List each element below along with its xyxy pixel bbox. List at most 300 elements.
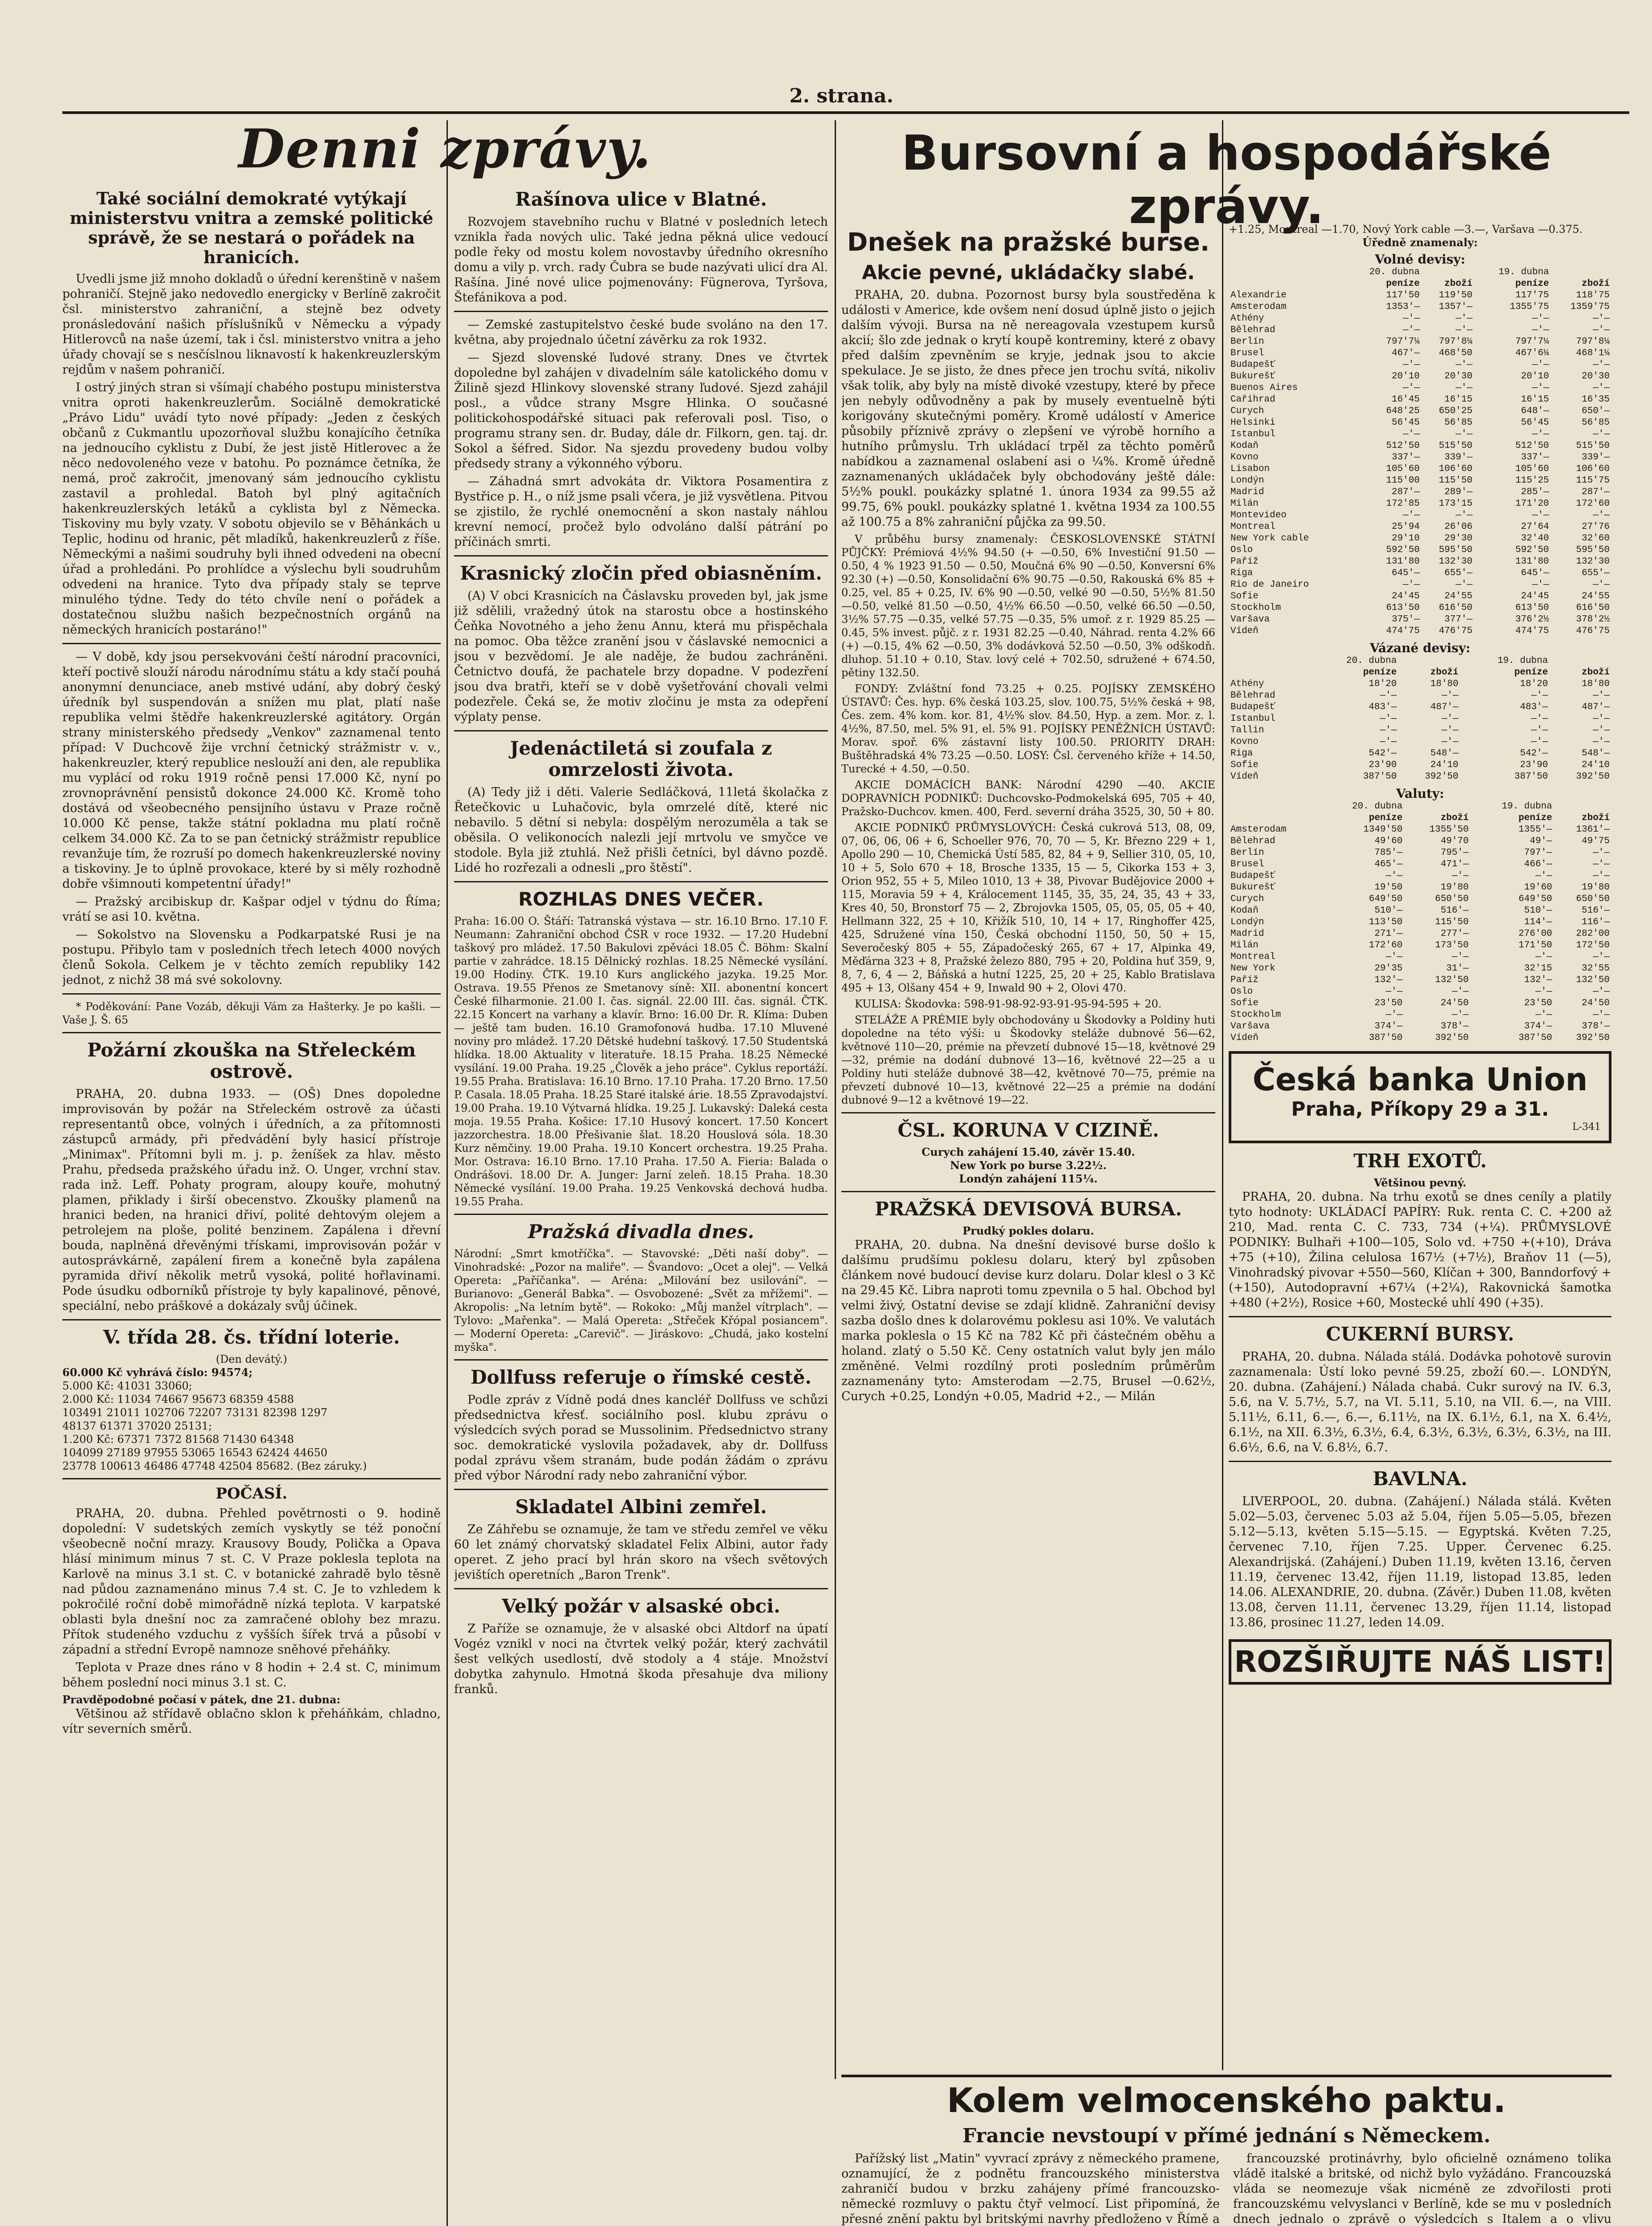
rate-cell: 24'55 (1581, 591, 1610, 601)
table-row (1229, 452, 1611, 463)
table-row (1229, 475, 1611, 487)
rates-body (1229, 824, 1611, 1044)
subheadline: Většinou pevný. (1374, 1176, 1466, 1189)
rate-cell: —'— (1535, 987, 1552, 997)
currency-name: Paříž (1230, 975, 1259, 985)
rate-cell: —'— (1403, 510, 1420, 520)
rate-cell: 655'— (1581, 568, 1610, 578)
rate-cell: —'— (1593, 714, 1610, 724)
currency-name: Bukurešť (1230, 882, 1275, 893)
rate-cell: 27'64 (1521, 522, 1549, 532)
table-header: 19. dubna (1497, 656, 1548, 666)
rate-cell: 132'50 (1435, 975, 1469, 985)
headline: Jedenáctiletá si zoufala z omrzelosti života. (510, 737, 772, 780)
article-paragraph: KULISA: Škodovka: 598-91-98-92-93-91-95-94-595 + 20. (855, 998, 1162, 1010)
article-paragraph: Z Paříže se oznamuje, že v alsaské obci Altdorf na úpatí Vogéz vznikl v noci na čtvrtek velký požár, který zachvátil šest velkých usedlostí, dvě stodoly a 4 stáje. Množství dobytka zahynulo. Hmotná škoda přesahuje dva miliony franků. (454, 1622, 828, 1696)
rate-cell: 650'25 (1439, 406, 1473, 416)
rates-table-volne (1229, 267, 1611, 637)
rate-cell: —'— (1593, 952, 1610, 962)
currency-name: Kodaň (1230, 441, 1259, 451)
rate-cell: 132'— (1374, 975, 1403, 985)
divider (454, 881, 828, 882)
currency-name: Athény (1230, 313, 1264, 324)
table-header-row (1229, 812, 1611, 824)
rate-cell: 512'50 (1515, 441, 1549, 451)
table-header: zboží (1581, 667, 1610, 678)
lottery-line: 60.000 Kč vyhrává číslo: 94574; (62, 1366, 253, 1379)
rate-cell: —'— (1593, 325, 1610, 335)
rate-cell: 24'50 (1441, 998, 1469, 1008)
article-paragraph: Většinou až střídavě oblačno sklon k přeháňkám, chladno, vítr severních směrů. (62, 1707, 441, 1736)
table-header: 19. dubna (1498, 267, 1549, 277)
rate-cell: 483'— (1520, 702, 1548, 712)
rate-cell: 476'75 (1439, 626, 1473, 636)
headline: Velký požár v alsaské obci. (502, 1595, 780, 1617)
headline: Také sociální demokraté vytýkají ministerstvu vnitra a zemské politické správě, že se nestará o pořádek na hranicích. (69, 188, 434, 267)
article-paragraph: LIVERPOOL, 20. dubna. (Zahájení.) Nálada stálá. Květen 5.02—5.03, červenec 5.03 až 5.04, říjen 5.05—5.05, březen 5.12—5.13, květen 5.15—5.15. — Egyptská. Květen 7.25, červenec 7.10, říjen 7.25. Upper. Červenec 6.25. Alexandrijská. (Zahájení.) Duben 11.19, květen 13.16, červen 11.19, červenec 13.42, říjen 11.19, listopad 13.85, leden 14.06. ALEXANDRIE, 20. dubna. (Závěr.) Duben 11.08, květen 13.08, červen 11.11, červenec 13.29, říjen 11.14, listopad 13.86, prosinec 11.27, leden 14.09. (1229, 1495, 1611, 1629)
currency-name: Bělehrad (1230, 325, 1275, 335)
table-row (1229, 487, 1611, 498)
rate-cell: 171'50 (1518, 940, 1552, 951)
rate-cell: 387'50 (1368, 1033, 1403, 1043)
rate-cell: —'— (1403, 313, 1420, 324)
rate-cell: 785'— (1374, 848, 1403, 858)
rate-cell: 516'— (1441, 906, 1469, 916)
table-row (1229, 521, 1611, 533)
rate-cell: 24'10 (1430, 760, 1459, 770)
currency-name: Vídeň (1230, 772, 1259, 782)
table-row (1229, 348, 1611, 359)
table-row (1229, 325, 1611, 336)
rate-cell: —'— (1380, 714, 1397, 724)
rate-cell: 115'00 (1386, 475, 1420, 486)
rate-cell: 18'80 (1581, 679, 1610, 689)
rate-cell: —'— (1535, 952, 1552, 962)
rate-cell: 595'50 (1576, 545, 1610, 555)
rate-cell: 20'10 (1392, 371, 1420, 382)
lottery-line: 5.000 Kč: 41031 33060; (62, 1380, 192, 1392)
table-header: 20. dubna (1369, 267, 1420, 277)
rate-cell: 548'— (1581, 748, 1610, 759)
table-row (1229, 859, 1611, 870)
rate-cell: 173'15 (1439, 499, 1473, 509)
rate-cell: 337'— (1392, 452, 1420, 463)
rate-cell: 19'60 (1524, 882, 1552, 893)
currency-name: New York cable (1230, 533, 1309, 544)
rate-cell: 32'15 (1524, 963, 1552, 974)
rate-cell: 285'— (1521, 487, 1549, 497)
currency-name: Paříž (1230, 556, 1259, 567)
currency-name: Varšava (1230, 614, 1270, 625)
currency-name: New York (1230, 963, 1275, 974)
rate-cell: 49'— (1530, 836, 1552, 846)
table-row (1229, 533, 1611, 544)
rate-cell: 24'45 (1392, 591, 1420, 601)
rate-cell: 118'75 (1576, 290, 1610, 301)
rate-cell: —'— (1531, 691, 1548, 701)
rate-cell: 649'50 (1518, 894, 1552, 904)
rate-cell: 23'90 (1368, 760, 1397, 770)
headline: CUKERNÍ BURSY. (1326, 1323, 1514, 1345)
column-rule (446, 120, 448, 2226)
rate-cell: 106'60 (1576, 464, 1610, 474)
rate-cell: 378'— (1441, 1021, 1469, 1032)
table-header-row (1229, 667, 1611, 678)
rate-cell: —'— (1532, 429, 1549, 439)
column-rule (1222, 120, 1223, 2070)
rate-cell: 797'8¼ (1439, 337, 1473, 347)
rate-cell: 16'45 (1392, 394, 1420, 405)
divider (454, 311, 828, 312)
rate-cell: 56'45 (1521, 418, 1549, 428)
divider (454, 555, 828, 556)
rate-cell: 467'— (1392, 348, 1420, 358)
lottery-line: 103491 21011 102706 72207 73131 82398 1297 (62, 1406, 328, 1419)
rate-cell: 512'50 (1386, 441, 1420, 451)
article-paragraph: STELÁŽE A PRÉMIE byly obchodovány u Škodovky a Poldiny huti dopoledne na této výši: u Škodovky steláže dubnové 56—62, květnové 110—20, prémie na převzetí dubnové 15—18, květnové 29—32, prémie na dodání dubnové 13—16, květnové 22—25 a u Poldiny huti steláže dubnové 38—42, květnové 70—75, prémie na převzetí dubnové 10—13, květnové 22—25 a prémie na dodání dubnové 9—12 a květnové 19—22. (841, 1014, 1215, 1106)
rate-cell: 1349'50 (1363, 825, 1403, 835)
rate-cell: —'— (1380, 737, 1397, 747)
rate-cell: 16'35 (1581, 394, 1610, 405)
rate-cell: 132'30 (1576, 556, 1610, 567)
rate-cell: —'— (1531, 737, 1548, 747)
divider (1229, 1316, 1611, 1317)
lottery-line: 48137 61371 37020 25131; (62, 1420, 212, 1432)
headline: Krasnický zločin před obiasněním. (460, 562, 822, 584)
currency-name: Madrid (1230, 929, 1264, 939)
table-row (1229, 736, 1611, 748)
currency-name: Madrid (1230, 487, 1264, 497)
bank-advertisement (1229, 1051, 1611, 1143)
rate-cell: 592'50 (1386, 545, 1420, 555)
rate-cell: 542'— (1368, 748, 1397, 759)
article-paragraph: Uvedli jsme již mnoho dokladů o úřední kerenštině v našem pohraničí. Stejně jako nedovedlo energicky v Berlíně zakročit čsl. ministerstvo zahraniční, a stejně bez odvety pronásledování našich příslušníků v Německu a výpady Hitlerovců na naše území, tak i čsl. ministerstvo vnitra a jeho úřady chovají se s nesčíslnou liknavostí k hakenkreuzlerským rejdům v našem pohraničí. (62, 272, 441, 377)
rate-cell: —'— (1593, 580, 1610, 590)
divider (841, 1191, 1215, 1192)
currency-name: Rio de Janeiro (1230, 580, 1309, 590)
rate-cell: —'— (1452, 1010, 1469, 1020)
rate-cell: 106'60 (1439, 464, 1473, 474)
rate-cell: 173'50 (1435, 940, 1469, 951)
rate-cell: —'— (1593, 848, 1610, 858)
rate-cell: 648'25 (1386, 406, 1420, 416)
rate-cell: —'— (1593, 871, 1610, 881)
table-row (1229, 556, 1611, 568)
rate-cell: —'— (1403, 325, 1420, 335)
table-row (1229, 986, 1611, 998)
bottom-article (841, 2075, 1611, 2226)
subheadline: (Den devátý.) (215, 1353, 288, 1365)
table-header (1229, 655, 1309, 667)
currency-name: Cařihrad (1230, 394, 1275, 405)
divider (62, 643, 441, 644)
currency-name: Helsinki (1230, 418, 1275, 428)
rates-table-valuty (1229, 801, 1611, 1044)
table-header (1551, 267, 1611, 278)
headline: V. třída 28. čs. třídní loterie. (103, 1326, 400, 1348)
rate-cell: 339'— (1444, 452, 1473, 463)
table-header-row (1229, 655, 1611, 667)
currency-name: Lisabon (1230, 464, 1270, 474)
currency-name: Brusel (1230, 348, 1264, 358)
rate-cell: —'— (1441, 737, 1459, 747)
currency-name: Sofie (1230, 998, 1259, 1008)
article-paragraph: PRAHA, 20. dubna. Na trhu exotů se dnes ceníly a platily tyto hodnoty: UKLÁDACÍ PAPÍRY: Ruk. renta C. C. +200 až 210, Mad. renta C. C. 733, 734 (+¼). PRŮMYSLOVÉ PODNIKY: Bulhaři +100—105, Solo vd. +750 +(+10), Dráva +75 (+10), Žilina celulosa 167½ (+7½), Braňov 11 (—5), Vinohradský pivovar +550—560, Klíčan + 300, Banndorfový + (+150), Autodopravní +67¼ (+2¼), Rakovnická šamotka +480 (+2½), Rosice +60, Mostecké uhlí 490 (+35). (1229, 1190, 1611, 1310)
divider (841, 2075, 1611, 2077)
rate-cell: —'— (1385, 1010, 1403, 1020)
rate-cell: 797'— (1524, 848, 1552, 858)
currency-name: Berlín (1230, 337, 1264, 347)
rate-cell: —'— (1455, 360, 1473, 370)
rate-cell: 374'— (1524, 1021, 1552, 1032)
lottery-line: 1.200 Kč: 67371 7372 81568 71430 64348 (62, 1433, 294, 1446)
rate-cell: 24'10 (1581, 760, 1610, 770)
currency-name: Londýn (1230, 917, 1264, 927)
subheadline: Prudký pokles dolaru. (962, 1224, 1094, 1237)
lottery-line: 23778 100613 46486 47748 42504 85682. (Bez záruky.) (62, 1460, 367, 1472)
table-row (1229, 301, 1611, 313)
rate-cell: 132'30 (1439, 556, 1473, 567)
rate-cell: 1357'— (1439, 302, 1473, 312)
table-row (1229, 290, 1611, 301)
table-header (1229, 667, 1309, 678)
rate-cell: 56'45 (1392, 418, 1420, 428)
table-row (1229, 406, 1611, 417)
rate-cell: 289'— (1444, 487, 1473, 497)
rate-cell: 655'— (1444, 568, 1473, 578)
rate-cell: 542'— (1520, 748, 1548, 759)
rate-cell: —'— (1593, 510, 1610, 520)
rate-cell: —'— (1455, 313, 1473, 324)
rate-cell: —'— (1593, 1010, 1610, 1020)
table-header (1554, 801, 1611, 812)
rate-cell: —'— (1593, 987, 1610, 997)
column-rule (835, 120, 836, 2079)
rate-cell: 387'50 (1514, 772, 1548, 782)
headline: PRAŽSKÁ DEVISOVÁ BURSA. (874, 1198, 1182, 1220)
table-row (1229, 510, 1611, 521)
rate-cell: 119'50 (1439, 290, 1473, 301)
rate-cell: 132'— (1524, 975, 1552, 985)
rate-cell: —'— (1403, 360, 1420, 370)
currency-name: Kodaň (1230, 906, 1259, 916)
rate-cell: 49'70 (1441, 836, 1469, 846)
rate-cell: 516'— (1581, 906, 1610, 916)
table-row (1229, 1021, 1611, 1032)
rate-cell: 616'50 (1439, 603, 1473, 613)
rates-section-title: Volné devisy: (1375, 252, 1465, 267)
headline: Rašínova ulice v Blatné. (515, 188, 767, 210)
divider (454, 1214, 828, 1215)
table-row (1229, 1032, 1611, 1044)
currency-name: Alexandrie (1230, 290, 1287, 301)
article-paragraph: (A) Tedy již i děti. Valerie Sedláčková, 11letá školačka z Řetečkovic u Luhačovic, byla omrzelé dítě, které nic nebavilo. 5 dětní si nebyla: dospělým nerozuměla a tak se oběsila. O velikonocích nalezli její mrtvolu ve smyčce ve stodole. Byla již ztuhlá. Než přišli četníci, byl dávno pozdě. Lidé ho rozřezali a odnesli „pro štěstí". (454, 785, 828, 875)
rate-cell: —'— (1403, 383, 1420, 393)
currency-name: Curych (1230, 406, 1264, 416)
table-row (1229, 463, 1611, 475)
currency-name: Kovno (1230, 452, 1259, 463)
table-row (1229, 998, 1611, 1009)
rate-cell: 392'50 (1435, 1033, 1469, 1043)
table-row (1229, 963, 1611, 975)
rate-cell: 645'— (1392, 568, 1420, 578)
rate-cell: 31'— (1446, 963, 1469, 974)
table-header: 20. dubna (1346, 656, 1397, 666)
currency-name: Budapešť (1230, 360, 1275, 370)
currency-name: Oslo (1230, 987, 1253, 997)
article-paragraph: V průběhu bursy znamenaly: ČESKOSLOVENSKÉ STÁTNÍ PŮJČKY: Prémiová 4½% 94.50 (+ —0.50, 6% Investiční 91.50 —0.50, 4 % 1923 91.50 — 0.50, Moučná 6% 90 —0.50, Konversní 6% 92.30 (+) —0.50, Konsolidační 6% 90.75 —0.50, Rakouská 6% 85 + 0.25, vel. 85 + 0.25, IV. 6% 90 —0.50, velké 90 —0.50, 5½% 81.50 —0.50, velké 81.50 —0.50, 4½% 66.50 —0.50, velké 66.50 —0.50, 3½% 57.75 —0.35, velké 57.75 —0.35, 5% umoř. z r. 1929 85.25 —0.45, 5% invest. půjč. z r. 1931 82.25 —0.40, Náhrad. renta 4.2% 66 (+) —0.15, 4% 62 —0.50, 3% dodávková 52.50 —0.50, 3% odškodň. dluhop. 51.10 + 0.10, Stav. lový celé + 702.50, sdružené + 674.50, pětiny 132.50. (841, 533, 1215, 679)
divider (454, 1359, 828, 1361)
article-paragraph: FONDY: Zvláštní fond 73.25 + 0.25. POJÍSKY ZEMSKÉHO ÚSTAVŮ: Čes. hyp. 6% česká 103.25, slov. 100.75, 5½% česká + 98, Čes. zem. 4% kom. kor. 81, 4½% slov. 84.50, Hyp. a zem. Mor. z. l. 4½%, 87.50, mel. 5% 91, el. 5% 91. POJÍSKY PENĚŽNÍCH ÚSTAVŮ: Morav. spoř. 6% zástavní listy 100.50. PRIORITY DRAH: Buštěhradská 4% 73.25 —0.50. LOSY: Čsl. červeného kříže + 14.50, Turecké + 4.50, —0.50. (841, 682, 1215, 775)
lottery-line: 2.000 Kč: 11034 74667 95673 68359 4588 (62, 1393, 294, 1405)
table-row (1229, 626, 1611, 637)
rate-cell: 377'— (1444, 614, 1473, 625)
table-header (1229, 267, 1345, 278)
news-item: — Pražský arcibiskup dr. Kašpar odjel v týdnu do Říma; vrátí se asi 10. května. (62, 895, 441, 924)
table-row (1229, 568, 1611, 579)
rate-cell: 483'— (1368, 702, 1397, 712)
radio-program: Praha: 16.00 O. Štáří: Tatranská výstava — str. 16.10 Brno. 17.10 F. Neumann: Zahraniční obchod ČSR v roce 1932. — 17.20 Hudební taškový pro mládež. 17.50 Bakulovi zpěváci 18.05 Č. Böhm: Skalní partie v zahrádce. 18.15 Dělnický rozhlas. 18.25 Německé vysílání. 19.00 Hodiny. ČTK. 19.10 Kurs anglického jazyka. 19.25 Mor. Ostrava. 19.55 Přenos ze Smetanovy síně: XII. abonentní koncert České filharmonie. 21.00 I. čas. signál. 22.00 III. čas. signál. ČTK. 22.15 Koncert na varhany a klavír. Brno: 16.00 Dr. R. Klíma: Duben — ještě tam buden. 16.10 Gramofonová hudba. 17.10 Mluvené noviny pro mládež. 17.20 Dětské hudební taškový. 17.50 Studentská hlídka. 18.00 Aktuality v literatuře. 18.15 Praha. 18.25 Německé vysílání. 19.00 Praha. 19.25 „Člověk a jeho práce". Cyklus reportáží. 19.55 Praha. Bratislava: 16.10 Brno. 17.10 Praha. 17.20 Brno. 17.50 P. Casala. 18.05 Praha. 18.25 Staré italské árie. 18.55 Zpravodajství. 19.00 Praha. 19.10 Výtvarná hlídka. 19.25 J. Lukavský: Daleká cesta moja. 19.55 Praha. Košice: 17.10 Husový koncert. 17.50 Koncert jazzorchestra. 18.00 Přešivanie šlat. 18.20 Houslová sóla. 18.30 Kurz němčiny. 19.00 Praha. 19.10 Koncert orchestra. 19.25 Praha. Mor. Ostrava: 16.10 Brno. 17.10 Praha. 17.50 A. Fieria: Balada o Ondrášovi. 18.00 Dr. A. Junger: Jarní zeleň. 18.15 Praha. 18.30 Německé vysílání. 19.00 Praha. 19.25 Venkovská dechová hudba. 19.55 Praha. (454, 915, 828, 1208)
rate-cell: —'— (1593, 725, 1610, 735)
rate-cell: 172'60 (1368, 940, 1403, 951)
currency-name: Montreal (1230, 522, 1275, 532)
rate-cell: 510'— (1524, 906, 1552, 916)
table-header: peníze (1363, 667, 1397, 678)
currency-name: Istanbul (1230, 429, 1275, 439)
table-header: zboží (1581, 279, 1610, 289)
currency-name: Budapešť (1230, 871, 1275, 881)
currency-name: Tallin (1230, 725, 1264, 735)
table-row (1229, 544, 1611, 556)
rate-cell: —'— (1593, 691, 1610, 701)
table-row (1229, 440, 1611, 452)
headline: Dnešek na pražské burse. (847, 228, 1210, 257)
table-header-row (1229, 801, 1611, 812)
rate-cell: —'— (1593, 383, 1610, 393)
rate-cell: 387'50 (1518, 1033, 1552, 1043)
rate-cell: 19'80 (1581, 882, 1610, 893)
rate-cell: —'— (1441, 725, 1459, 735)
rate-cell: 172'60 (1576, 499, 1610, 509)
rate-cell: 287'— (1581, 487, 1610, 497)
currency-name: Sofie (1230, 591, 1259, 601)
forecast-title: Pravděpodobné počasí v pátek, dne 21. dubna: (62, 1693, 341, 1706)
rate-cell: —'— (1380, 691, 1397, 701)
rate-cell: 23'50 (1374, 998, 1403, 1008)
table-header (1421, 267, 1474, 278)
currency-name: Kovno (1230, 737, 1259, 747)
rate-cell: —'— (1593, 737, 1610, 747)
rate-cell: 29'10 (1392, 533, 1420, 544)
rate-cell: 468'50 (1439, 348, 1473, 358)
divider (841, 1112, 1215, 1113)
rate-cell: 467'6¼ (1515, 348, 1549, 358)
table-row (1229, 702, 1611, 713)
rate-cell: 1355'50 (1429, 825, 1469, 835)
rate-cell: 131'80 (1515, 556, 1549, 567)
table-row (1229, 771, 1611, 783)
subheadline: Akcie pevné, ukládačky slabé. (862, 261, 1195, 284)
rate-cell: 115'50 (1439, 475, 1473, 486)
divider (454, 1588, 828, 1589)
rate-cell: 1359'75 (1570, 302, 1610, 312)
rate-cell: 592'50 (1515, 545, 1549, 555)
article-paragraph: Podle zpráv z Vídně podá dnes kancléř Dollfuss ve schůzi předsednictva křesť. sociálního posl. klubu zprávu o výsledcích svých porad se Mussolinim. Předsednictvo strany soc. demokratické vyslovila požadavek, aby dr. Dollfuss podal zprávu všem stranám, bude podán žádám o zprávu před výbor Národní rady nebo zahraniční výbor. (454, 1393, 828, 1483)
rate-cell: 18'20 (1520, 679, 1548, 689)
table-header: peníze (1515, 279, 1549, 289)
headline: Kolem velmocenského paktu. (947, 2080, 1506, 2120)
lottery-line: 104099 27189 97955 53065 16543 62424 44650 (62, 1446, 328, 1459)
currency-name: Istanbul (1230, 714, 1275, 724)
rate-cell: —'— (1452, 871, 1469, 881)
news-item: — Sjezd slovenské ľudové strany. Dnes ve čtvrtek dopoledne byl zahájen v divadelním sále katolického domu v Žilině sjezd Hlinkovy slovenské strany ľudové. Sjezd zahájil posl., a vůdce strany Msgre Hlinka. O současné politickohospodářské situaci pak referovali posl. Tiso, o programu strany sen. dr. Buday, dále dr. Filkorn, gen. taj. dr. Sokol a šéfred. Sidor. Na sjezdu provedeny budou volby předsedy strany a výkonného výboru. (454, 351, 828, 471)
headline: ČSL. KORUNA V CIZINĚ. (897, 1119, 1159, 1141)
rate-cell: 337'— (1521, 452, 1549, 463)
rate-cell: —'— (1403, 580, 1420, 590)
rate-cell: 25'94 (1392, 522, 1420, 532)
table-row (1229, 1009, 1611, 1021)
rate-cell: 613'50 (1386, 603, 1420, 613)
table-row (1229, 579, 1611, 591)
rate-cell: 378'2½ (1576, 614, 1610, 625)
rate-cell: —'— (1452, 987, 1469, 997)
article-paragraph: francouzské protinávrhy, bylo oficielně oznámeno tolika vládě italské a britské, od nichž bylo vyžádáno. Francouzská vláda se neomezuje však nicméně ze zdvořilosti proti francouzskému velvyslanci v Berlíně, kde se mu v posledních dnech jednalo o zprávě o výsledcích s Italem a o vlivu (1233, 2152, 1611, 2226)
rate-cell: 797'7¼ (1515, 337, 1549, 347)
currency-name: Bělehrad (1230, 836, 1275, 846)
ad-code: L-341 (1572, 1121, 1601, 1133)
divider (62, 1319, 441, 1320)
rate-cell: 1355'75 (1510, 302, 1549, 312)
rate-cell: 650'50 (1435, 894, 1469, 904)
rate-cell: 375'— (1392, 614, 1420, 625)
currency-name: Riga (1230, 568, 1253, 578)
table-header: peníze (1368, 813, 1403, 823)
table-header (1229, 812, 1321, 824)
table-header (1399, 655, 1461, 667)
table-header: zboží (1581, 813, 1610, 823)
rate-cell: 24'45 (1521, 591, 1549, 601)
table-row (1229, 394, 1611, 406)
rate-cell: 468'1¼ (1576, 348, 1610, 358)
rates-body (1229, 290, 1611, 637)
rate-cell: 795'— (1441, 848, 1469, 858)
rate-cell: 392'50 (1576, 1033, 1610, 1043)
koruna-line: New York po burse 3.22½. (950, 1159, 1107, 1172)
rate-cell: 515'50 (1439, 441, 1473, 451)
table-row (1229, 417, 1611, 429)
rate-cell: 374'— (1374, 1021, 1403, 1032)
table-header: 20. dubna (1352, 801, 1403, 812)
rate-cell: 1361'— (1576, 825, 1610, 835)
rate-cell: —'— (1455, 580, 1473, 590)
rate-cell: 116'— (1581, 917, 1610, 927)
table-header (1550, 655, 1611, 667)
table-header: 19. dubna (1502, 801, 1552, 812)
rate-cell: 487'— (1430, 702, 1459, 712)
rate-cell: 49'75 (1581, 836, 1610, 846)
table-row (1229, 975, 1611, 986)
rate-cell: 271'— (1374, 929, 1403, 939)
table-row (1229, 748, 1611, 760)
table-row (1229, 882, 1611, 894)
rates-body (1229, 678, 1611, 783)
table-header: zboží (1441, 813, 1469, 823)
rate-cell: —'— (1532, 383, 1549, 393)
rate-cell: 18'80 (1430, 679, 1459, 689)
currency-name: Montevideo (1230, 510, 1287, 520)
divider (1229, 1461, 1611, 1462)
currency-name: Bukurešť (1230, 371, 1275, 382)
